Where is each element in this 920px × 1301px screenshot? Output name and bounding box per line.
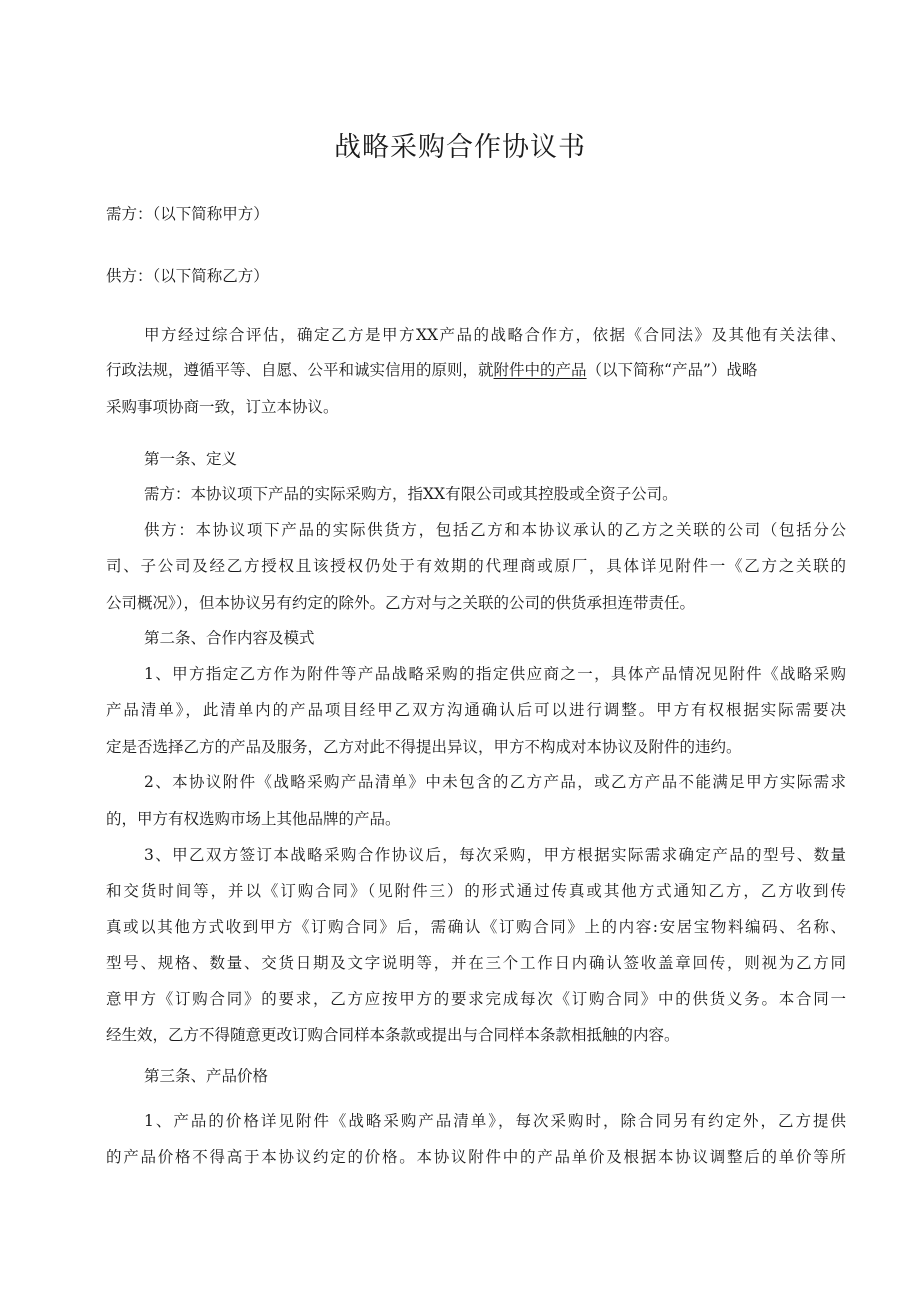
article-2-p3-line-6: 经生效，乙方不得随意更改订购合同样本条款或提出与合同样本条款相抵触的内容。 <box>106 1026 680 1044</box>
intro-line-2 <box>106 357 846 383</box>
article-2-p3-line-4: 型号、规格、数量、交货日期及文字说明等，并在三个工作日内确认签收盖章回传，则视为乙方同 <box>106 954 846 972</box>
intro-line-2-start: 行政法规，遵循平等、自愿、公平和诚实信用的原则，就 <box>106 361 494 379</box>
article-2-p2-line-1: 2、本协议附件《战略采购产品清单》中未包含的乙方产品，或乙方产品不能满足甲方实际需求 <box>144 773 846 791</box>
intro-line-1: 甲方经过综合评估，确定乙方是甲方XX产品的战略合作方，依据《合同法》及其他有关法律、 <box>144 326 846 344</box>
article-3-heading: 第三条、产品价格 <box>144 1067 269 1085</box>
article-2-p1-line-1: 1、甲方指定乙方作为附件等产品战略采购的指定供应商之一，具体产品情况见附件《战略采购 <box>144 665 846 683</box>
article-1-demand: 需方：本协议项下产品的实际采购方，指XX有限公司或其控股或全资子公司。 <box>144 485 678 503</box>
article-2-p1-line-3: 定是否选择乙方的产品及服务，乙方对此不得提出异议，甲方不构成对本协议及附件的违约。 <box>106 738 742 756</box>
article-2-p2-line-2: 的，甲方有权选购市场上其他品牌的产品。 <box>106 810 401 828</box>
article-1-supply-line-2: 司、子公司及经乙方授权且该授权仍处于有效期的代理商或原厂，具体详见附件一《乙方之关联的 <box>106 557 846 575</box>
article-2-p3-line-3: 真或以其他方式收到甲方《订购合同》后，需确认《订购合同》上的内容:安居宝物料编码、名称、 <box>106 918 846 936</box>
article-3-p1-line-1: 1、产品的价格详见附件《战略采购产品清单》，每次采购时，除合同另有约定外，乙方提供 <box>144 1112 846 1130</box>
article-1-supply-line-3: 公司概况》），但本协议另有约定的除外。乙方对与之关联的公司的供货承担连带责任。 <box>106 594 696 612</box>
party-a-line: 需方：（以下简称甲方） <box>106 205 269 223</box>
article-2-p3-line-2: 和交货时间等，并以《订购合同》（见附件三）的形式通过传真或其他方式通知乙方，乙方收到传 <box>106 882 846 900</box>
party-b-line: 供方：（以下简称乙方） <box>106 267 269 285</box>
article-1-heading: 第一条、定义 <box>144 450 238 468</box>
intro-line-2-end: （以下简称“产品”）战略 <box>586 361 758 379</box>
attachment-products-link: 附件中的产品 <box>493 361 587 379</box>
article-2-heading: 第二条、合作内容及模式 <box>144 629 315 647</box>
article-2-p3-line-1: 3、甲乙双方签订本战略采购合作协议后，每次采购，甲方根据实际需求确定产品的型号、数量 <box>144 846 846 864</box>
document-title: 战略采购合作协议书 <box>334 132 586 163</box>
article-2-p3-line-5: 意甲方《订购合同》的要求，乙方应按甲方的要求完成每次《订购合同》中的供货义务。本合同一 <box>106 990 846 1008</box>
article-1-supply-line-1: 供方：本协议项下产品的实际供货方，包括乙方和本协议承认的乙方之关联的公司（包括分公 <box>144 521 846 539</box>
article-3-p1-line-2: 的产品价格不得高于本协议约定的价格。本协议附件中的产品单价及根据本协议调整后的单价等所 <box>106 1148 846 1166</box>
article-2-p1-line-2: 产品清单》，此清单内的产品项目经甲乙双方沟通确认后可以进行调整。甲方有权根据实际需要决 <box>106 701 846 719</box>
intro-line-3: 采购事项协商一致，订立本协议。 <box>106 398 339 416</box>
